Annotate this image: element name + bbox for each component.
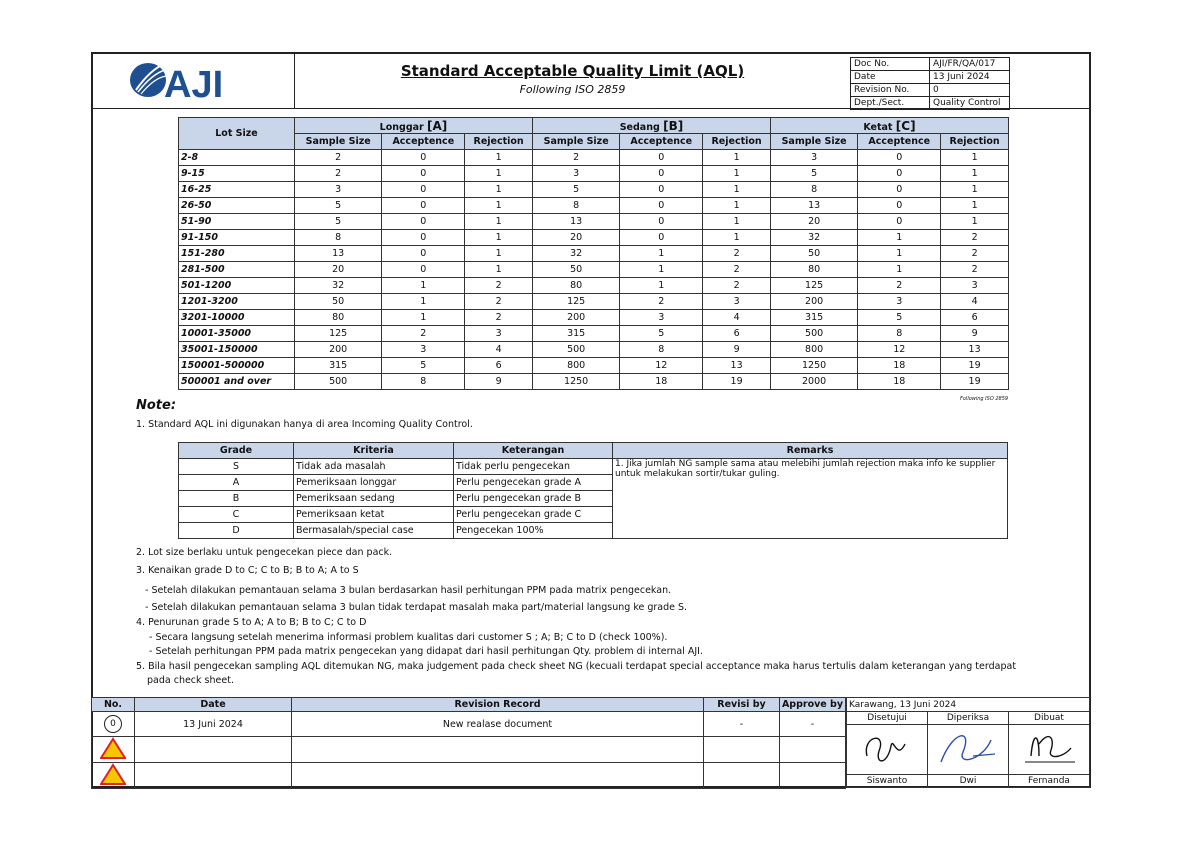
aql-value-cell: 1 bbox=[465, 214, 533, 230]
aql-value-cell: 0 bbox=[382, 150, 465, 166]
group-header-sedang: Sedang [B] bbox=[532, 118, 770, 134]
warning-triangle-icon bbox=[100, 737, 126, 759]
aql-value-cell: 1 bbox=[858, 246, 941, 262]
aql-value-cell: 2 bbox=[941, 230, 1009, 246]
info-row bbox=[851, 71, 1010, 84]
note-2: 2. Lot size berlaku untuk pengecekan piece dan pack. bbox=[136, 547, 393, 558]
aql-row bbox=[179, 342, 1009, 358]
rev-no-header: No. bbox=[92, 698, 135, 712]
approval-table bbox=[846, 697, 1090, 788]
grade-cell: S bbox=[179, 459, 294, 475]
group-header-ketat: Ketat [C] bbox=[770, 118, 1008, 134]
sub-header: Rejection bbox=[465, 134, 533, 150]
aql-row bbox=[179, 310, 1009, 326]
aql-value-cell: 5 bbox=[858, 310, 941, 326]
aql-value-cell: 1 bbox=[465, 150, 533, 166]
signer-name: Dwi bbox=[928, 775, 1009, 788]
aql-value-cell: 1 bbox=[465, 198, 533, 214]
lot-size-header: Lot Size bbox=[179, 118, 295, 150]
aql-value-cell: 3 bbox=[620, 310, 703, 326]
aql-value-cell: 5 bbox=[295, 214, 382, 230]
aql-value-cell: 80 bbox=[532, 278, 619, 294]
warning-triangle-icon bbox=[100, 763, 126, 785]
doc-subtitle: Following ISO 2859 bbox=[519, 83, 626, 96]
note-4b: - Setelah perhitungan PPM pada matrix pengecekan yang didapat dari hasil perhitungan Qty. problem di internal AJI. bbox=[149, 646, 703, 657]
info-label: Revision No. bbox=[851, 84, 930, 97]
aql-value-cell: 200 bbox=[295, 342, 382, 358]
aql-row bbox=[179, 358, 1009, 374]
aql-row bbox=[179, 150, 1009, 166]
sub-header: Acceptence bbox=[858, 134, 941, 150]
grade-table bbox=[178, 442, 1008, 539]
role-label: Disetujui bbox=[847, 712, 928, 725]
aql-value-cell: 1 bbox=[465, 182, 533, 198]
rev-by-cell bbox=[704, 763, 780, 789]
sub-header: Sample Size bbox=[295, 134, 382, 150]
aql-value-cell: 3 bbox=[295, 182, 382, 198]
aql-value-cell: 1 bbox=[941, 198, 1009, 214]
aql-value-cell: 0 bbox=[620, 182, 703, 198]
aql-value-cell: 0 bbox=[858, 182, 941, 198]
note-3b: - Setelah dilakukan pemantauan selama 3 bulan tidak terdapat masalah maka part/material langsung ke grade S. bbox=[145, 602, 688, 613]
aql-value-cell: 8 bbox=[382, 374, 465, 390]
signature-siswanto bbox=[847, 725, 928, 775]
rev-by-cell bbox=[704, 737, 780, 763]
aql-value-cell: 8 bbox=[620, 342, 703, 358]
aql-value-cell: 9 bbox=[465, 374, 533, 390]
aql-value-cell: 315 bbox=[532, 326, 619, 342]
keterangan-cell: Perlu pengecekan grade A bbox=[454, 475, 613, 491]
lot-size-cell: 9-15 bbox=[179, 166, 295, 182]
keterangan-cell: Perlu pengecekan grade B bbox=[454, 491, 613, 507]
aql-value-cell: 32 bbox=[770, 230, 857, 246]
aql-value-cell: 2 bbox=[295, 150, 382, 166]
aql-value-cell: 8 bbox=[295, 230, 382, 246]
aql-value-cell: 50 bbox=[295, 294, 382, 310]
aql-value-cell: 1 bbox=[703, 198, 771, 214]
rev-record-cell bbox=[292, 737, 704, 763]
aql-value-cell: 800 bbox=[770, 342, 857, 358]
aql-value-cell: 2 bbox=[465, 310, 533, 326]
info-value: 0 bbox=[930, 84, 1010, 97]
aql-value-cell: 1 bbox=[858, 262, 941, 278]
aql-value-cell: 8 bbox=[770, 182, 857, 198]
aql-value-cell: 315 bbox=[770, 310, 857, 326]
aql-value-cell: 0 bbox=[382, 230, 465, 246]
aql-row bbox=[179, 246, 1009, 262]
aql-row bbox=[179, 326, 1009, 342]
aql-value-cell: 19 bbox=[941, 358, 1009, 374]
aql-value-cell: 4 bbox=[703, 310, 771, 326]
aql-value-cell: 1 bbox=[858, 230, 941, 246]
keterangan-cell: Tidak perlu pengecekan bbox=[454, 459, 613, 475]
aql-value-cell: 0 bbox=[620, 230, 703, 246]
info-label: Date bbox=[851, 71, 930, 84]
aql-row bbox=[179, 166, 1009, 182]
grade-cell: C bbox=[179, 507, 294, 523]
aql-value-cell: 2 bbox=[703, 278, 771, 294]
aql-row bbox=[179, 374, 1009, 390]
note-4a: - Secara langsung setelah menerima informasi problem kualitas dari customer S ; A; B; C to D (check 100%). bbox=[149, 632, 668, 643]
sub-header: Sample Size bbox=[770, 134, 857, 150]
aql-value-cell: 19 bbox=[941, 374, 1009, 390]
aql-value-cell: 1 bbox=[703, 150, 771, 166]
aql-value-cell: 13 bbox=[295, 246, 382, 262]
aql-value-cell: 1 bbox=[465, 262, 533, 278]
lot-size-cell: 91-150 bbox=[179, 230, 295, 246]
aql-value-cell: 19 bbox=[703, 374, 771, 390]
doc-title: Standard Acceptable Quality Limit (AQL) bbox=[400, 62, 745, 80]
signer-name: Siswanto bbox=[847, 775, 928, 788]
approve-by-cell bbox=[780, 763, 846, 789]
grade-header: Grade bbox=[179, 443, 294, 459]
info-row bbox=[851, 97, 1010, 110]
info-row bbox=[851, 58, 1010, 71]
rev-record-header: Revision Record bbox=[292, 698, 704, 712]
aql-value-cell: 2 bbox=[858, 278, 941, 294]
aji-logo bbox=[128, 56, 238, 104]
info-label: Doc No. bbox=[851, 58, 930, 71]
revision-circle-icon: 0 bbox=[104, 715, 122, 733]
aql-value-cell: 13 bbox=[770, 198, 857, 214]
lot-size-cell: 35001-150000 bbox=[179, 342, 295, 358]
aql-value-cell: 1 bbox=[382, 310, 465, 326]
aql-value-cell: 12 bbox=[858, 342, 941, 358]
aql-row bbox=[179, 230, 1009, 246]
aql-value-cell: 32 bbox=[532, 246, 619, 262]
note-3a: - Setelah dilakukan pemantauan selama 3 bulan berdasarkan hasil perhitungan PPM pada matrix pengecekan. bbox=[145, 585, 672, 596]
info-value: 13 Juni 2024 bbox=[930, 71, 1010, 84]
aql-value-cell: 20 bbox=[770, 214, 857, 230]
rev-no-cell bbox=[92, 737, 135, 763]
kriteria-cell: Pemeriksaan longgar bbox=[294, 475, 454, 491]
remarks-cell: 1. Jika jumlah NG sample sama atau melebihi jumlah rejection maka info ke supplier untuk melakukan sortir/tukar guling. bbox=[613, 459, 1008, 539]
aql-value-cell: 2 bbox=[465, 278, 533, 294]
aql-value-cell: 1 bbox=[382, 294, 465, 310]
rev-record-cell bbox=[292, 763, 704, 789]
aql-value-cell: 125 bbox=[295, 326, 382, 342]
aql-value-cell: 8 bbox=[858, 326, 941, 342]
lot-size-cell: 26-50 bbox=[179, 198, 295, 214]
aql-value-cell: 1 bbox=[465, 166, 533, 182]
grade-cell: A bbox=[179, 475, 294, 491]
aql-value-cell: 5 bbox=[770, 166, 857, 182]
aql-value-cell: 5 bbox=[532, 182, 619, 198]
aql-value-cell: 4 bbox=[941, 294, 1009, 310]
aql-value-cell: 1 bbox=[703, 230, 771, 246]
revision-table bbox=[91, 697, 846, 789]
lot-size-cell: 501-1200 bbox=[179, 278, 295, 294]
signature-mark bbox=[1019, 726, 1079, 770]
aql-value-cell: 9 bbox=[703, 342, 771, 358]
aql-value-cell: 2 bbox=[941, 246, 1009, 262]
aql-value-cell: 1 bbox=[941, 150, 1009, 166]
aql-value-cell: 500 bbox=[295, 374, 382, 390]
lot-size-cell: 51-90 bbox=[179, 214, 295, 230]
aql-value-cell: 20 bbox=[295, 262, 382, 278]
aql-value-cell: 18 bbox=[858, 358, 941, 374]
aql-value-cell: 0 bbox=[620, 214, 703, 230]
aql-row bbox=[179, 182, 1009, 198]
aql-value-cell: 8 bbox=[532, 198, 619, 214]
rev-date-cell bbox=[135, 737, 292, 763]
aql-value-cell: 12 bbox=[620, 358, 703, 374]
aql-value-cell: 500 bbox=[532, 342, 619, 358]
signer-name: Fernanda bbox=[1009, 775, 1090, 788]
aql-value-cell: 1 bbox=[703, 182, 771, 198]
keterangan-header: Keterangan bbox=[454, 443, 613, 459]
aql-value-cell: 2 bbox=[703, 246, 771, 262]
rev-no-cell bbox=[92, 712, 135, 737]
aql-value-cell: 6 bbox=[941, 310, 1009, 326]
aql-value-cell: 200 bbox=[532, 310, 619, 326]
aql-value-cell: 0 bbox=[858, 166, 941, 182]
signature-dwi bbox=[928, 725, 1009, 775]
aql-value-cell: 5 bbox=[382, 358, 465, 374]
aql-value-cell: 2 bbox=[382, 326, 465, 342]
aql-value-cell: 1 bbox=[941, 182, 1009, 198]
sub-header: Rejection bbox=[941, 134, 1009, 150]
aql-value-cell: 0 bbox=[858, 150, 941, 166]
aql-value-cell: 0 bbox=[382, 214, 465, 230]
aql-value-cell: 3 bbox=[703, 294, 771, 310]
aql-row bbox=[179, 214, 1009, 230]
aql-value-cell: 0 bbox=[620, 198, 703, 214]
kriteria-cell: Bermasalah/special case bbox=[294, 523, 454, 539]
aql-value-cell: 0 bbox=[858, 214, 941, 230]
grade-cell: B bbox=[179, 491, 294, 507]
doc-info-table bbox=[850, 57, 1010, 110]
kriteria-header: Kriteria bbox=[294, 443, 454, 459]
aql-value-cell: 0 bbox=[382, 246, 465, 262]
keterangan-cell: Pengecekan 100% bbox=[454, 523, 613, 539]
aql-value-cell: 1 bbox=[382, 278, 465, 294]
aql-value-cell: 1250 bbox=[532, 374, 619, 390]
aql-value-cell: 0 bbox=[382, 182, 465, 198]
lot-size-cell: 10001-35000 bbox=[179, 326, 295, 342]
signature-mark bbox=[857, 726, 917, 770]
note-5-cont: pada check sheet. bbox=[147, 675, 234, 686]
aql-value-cell: 2000 bbox=[770, 374, 857, 390]
lot-size-cell: 281-500 bbox=[179, 262, 295, 278]
kriteria-cell: Pemeriksaan ketat bbox=[294, 507, 454, 523]
aql-value-cell: 1 bbox=[703, 214, 771, 230]
aql-value-cell: 2 bbox=[465, 294, 533, 310]
aql-value-cell: 3 bbox=[770, 150, 857, 166]
aql-value-cell: 5 bbox=[620, 326, 703, 342]
note-1: 1. Standard AQL ini digunakan hanya di area Incoming Quality Control. bbox=[136, 419, 473, 430]
aql-value-cell: 2 bbox=[295, 166, 382, 182]
aql-value-cell: 2 bbox=[703, 262, 771, 278]
lot-size-cell: 3201-10000 bbox=[179, 310, 295, 326]
aql-value-cell: 1 bbox=[703, 166, 771, 182]
title-block bbox=[295, 52, 850, 108]
aql-value-cell: 125 bbox=[532, 294, 619, 310]
aql-value-cell: 3 bbox=[532, 166, 619, 182]
rev-no-cell bbox=[92, 763, 135, 789]
aql-value-cell: 0 bbox=[620, 150, 703, 166]
place-date: Karawang, 13 Juni 2024 bbox=[847, 698, 1090, 712]
aql-value-cell: 0 bbox=[382, 262, 465, 278]
aql-value-cell: 18 bbox=[620, 374, 703, 390]
aql-value-cell: 3 bbox=[858, 294, 941, 310]
rev-date-cell: 13 Juni 2024 bbox=[135, 712, 292, 737]
lot-size-cell: 150001-500000 bbox=[179, 358, 295, 374]
aql-value-cell: 5 bbox=[295, 198, 382, 214]
aql-value-cell: 125 bbox=[770, 278, 857, 294]
aql-value-cell: 500 bbox=[770, 326, 857, 342]
aql-row bbox=[179, 198, 1009, 214]
aql-table bbox=[178, 117, 1009, 390]
lot-size-cell: 16-25 bbox=[179, 182, 295, 198]
aql-value-cell: 1250 bbox=[770, 358, 857, 374]
note-4: 4. Penurunan grade S to A; A to B; B to C; C to D bbox=[136, 617, 367, 628]
rev-by-header: Revisi by bbox=[704, 698, 780, 712]
aql-value-cell: 13 bbox=[703, 358, 771, 374]
aql-value-cell: 315 bbox=[295, 358, 382, 374]
lot-size-cell: 500001 and over bbox=[179, 374, 295, 390]
aql-value-cell: 2 bbox=[941, 262, 1009, 278]
approve-by-header: Approve by bbox=[780, 698, 846, 712]
aql-value-cell: 3 bbox=[941, 278, 1009, 294]
aql-value-cell: 0 bbox=[620, 166, 703, 182]
aql-value-cell: 18 bbox=[858, 374, 941, 390]
kriteria-cell: Tidak ada masalah bbox=[294, 459, 454, 475]
aql-value-cell: 32 bbox=[295, 278, 382, 294]
aql-value-cell: 1 bbox=[620, 246, 703, 262]
logo-text: AJI bbox=[164, 64, 224, 104]
keterangan-cell: Perlu pengecekan grade C bbox=[454, 507, 613, 523]
aql-value-cell: 1 bbox=[620, 278, 703, 294]
aql-value-cell: 1 bbox=[941, 214, 1009, 230]
remarks-header: Remarks bbox=[613, 443, 1008, 459]
rev-by-cell: - bbox=[704, 712, 780, 737]
group-header-longgar: Longgar [A] bbox=[295, 118, 533, 134]
info-value: Quality Control bbox=[930, 97, 1010, 110]
lot-size-cell: 151-280 bbox=[179, 246, 295, 262]
aql-value-cell: 1 bbox=[941, 166, 1009, 182]
aql-value-cell: 200 bbox=[770, 294, 857, 310]
aql-value-cell: 13 bbox=[532, 214, 619, 230]
iso-footnote: Following ISO 2859 bbox=[960, 396, 1009, 402]
aql-value-cell: 800 bbox=[532, 358, 619, 374]
aql-value-cell: 1 bbox=[465, 246, 533, 262]
aql-row bbox=[179, 294, 1009, 310]
info-label: Dept./Sect. bbox=[851, 97, 930, 110]
grade-cell: D bbox=[179, 523, 294, 539]
sub-header: Sample Size bbox=[532, 134, 619, 150]
aql-value-cell: 2 bbox=[532, 150, 619, 166]
note-5: 5. Bila hasil pengecekan sampling AQL ditemukan NG, maka judgement pada check sheet NG (kecuali terdapat special acceptance maka harus tertulis dalam keterangan yang terdapat bbox=[136, 661, 1017, 672]
rev-date-header: Date bbox=[135, 698, 292, 712]
aql-value-cell: 13 bbox=[941, 342, 1009, 358]
approve-by-cell: - bbox=[780, 712, 846, 737]
sub-header: Rejection bbox=[703, 134, 771, 150]
aql-row bbox=[179, 262, 1009, 278]
aql-row bbox=[179, 278, 1009, 294]
role-label: Diperiksa bbox=[928, 712, 1009, 725]
rev-date-cell bbox=[135, 763, 292, 789]
approve-by-cell bbox=[780, 737, 846, 763]
info-row bbox=[851, 84, 1010, 97]
aql-value-cell: 50 bbox=[532, 262, 619, 278]
aql-value-cell: 0 bbox=[382, 198, 465, 214]
role-label: Dibuat bbox=[1009, 712, 1090, 725]
rev-record-cell: New realase document bbox=[292, 712, 704, 737]
kriteria-cell: Pemeriksaan sedang bbox=[294, 491, 454, 507]
aql-value-cell: 0 bbox=[858, 198, 941, 214]
signature-mark bbox=[933, 726, 1003, 770]
aql-value-cell: 1 bbox=[465, 230, 533, 246]
lot-size-cell: 1201-3200 bbox=[179, 294, 295, 310]
note-3: 3. Kenaikan grade D to C; C to B; B to A; A to S bbox=[136, 565, 359, 576]
aql-value-cell: 6 bbox=[703, 326, 771, 342]
info-value: AJI/FR/QA/017 bbox=[930, 58, 1010, 71]
signature-fernanda bbox=[1009, 725, 1090, 775]
aql-value-cell: 6 bbox=[465, 358, 533, 374]
aql-value-cell: 80 bbox=[770, 262, 857, 278]
aql-value-cell: 2 bbox=[620, 294, 703, 310]
aql-value-cell: 3 bbox=[465, 326, 533, 342]
aql-value-cell: 20 bbox=[532, 230, 619, 246]
aql-value-cell: 50 bbox=[770, 246, 857, 262]
sub-header: Acceptence bbox=[382, 134, 465, 150]
aql-value-cell: 80 bbox=[295, 310, 382, 326]
aql-value-cell: 9 bbox=[941, 326, 1009, 342]
aql-value-cell: 4 bbox=[465, 342, 533, 358]
aql-value-cell: 0 bbox=[382, 166, 465, 182]
aql-value-cell: 3 bbox=[382, 342, 465, 358]
sub-header: Acceptence bbox=[620, 134, 703, 150]
lot-size-cell: 2-8 bbox=[179, 150, 295, 166]
note-heading: Note: bbox=[136, 398, 177, 413]
aql-value-cell: 1 bbox=[620, 262, 703, 278]
